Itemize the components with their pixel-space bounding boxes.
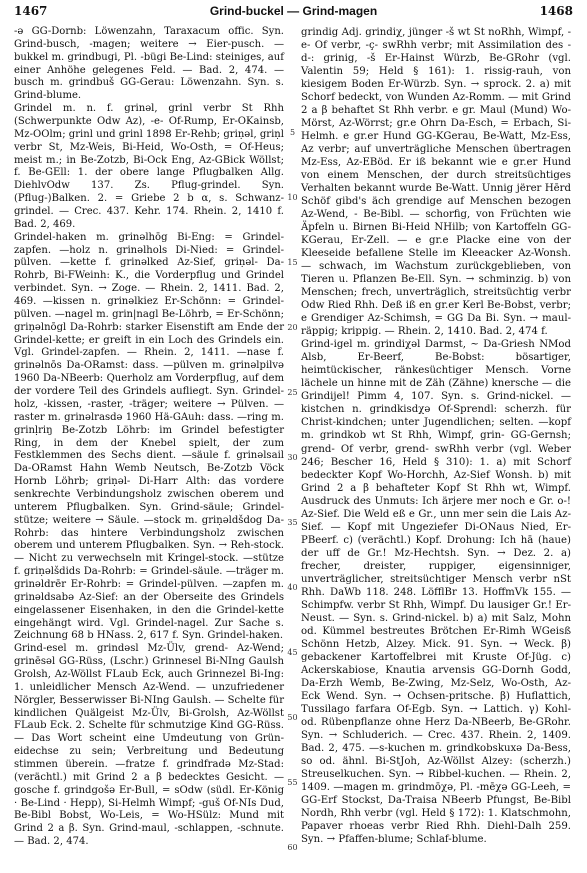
entry-grindel-haken: Grindel-haken m. grinəlhōg Bi-Eng: = Grindel-zapfen. —holz n. grinəlhols Di-Nied: = Grindel-pülven. —kette f. grinəlked Az-Sief, griṇəl- Da-Rohrb, Bi-FWeinh: K., die Vorderpflug und Grindel verbindet. Syn. → Zoge. — Rhein. 2, 1411. Bad. 2, 469. —kissen n. grinəlkiez Er-Schönn: = Grindel-pülven. —nagel m. grin|nagl Be-Löhrb, = Er-Schönn; griṇəlnōgl Da-Rohrb: starker Eisenstift am Ende der Grindel-kette; er greift in ein Loch des Grindels ein. Vgl. Grindel-zapfen. — Rhein. 2, 1411. —nase f. grinəlnōs Da-ORamst: dass. —pülven m. grinəlpilvə 1960 Da-NBeerb: Querholz am Vorderpflug, auf dem der vordere Teil des Grindels aufliegt. Syn. Grindel-holz, -kissen, -raster, -träger; weitere → Pülven. —raster m. grinəlrasdə 1960 Hä-GAuh: dass. —ring m. grinḷriŋ Be-Zotzb Löhrb: im Grindel befestigter Ring, in dem der Knebel spielt, der zum Festklemmen des Sechs dient. —säule f. grinəlsail Da-ORamst Hahn Wemb Neutsch, Be-Zotzb Vöck Hornb Löhrb; griṇəl- Di-Harr Alth: das vordere senkrechte Verbindungsholz zwischen oberem und unterem Pflugbalken. Syn. Grind-säule; Grindel-stütze; weitere → Säule. —stock m. griṇəldšdog Da-Rohrb: das hintere Verbindungsholz zwischen oberem und unterem Pflugbalken. Syn. → Reh-stock. — Nicht zu verwechseln mit Kringel-stock. —stütze f. griṇəlšdids Da-Rohrb: = Grindel-säule. —träger m. grinəldrēr Er-Rohrb: = Grindel-pülven. —zapfen m. grinəldsabə Az-Sief: an der Oberseite des Grindels eingelassener Eisenhaken, in den die Grindel-kette eingehängt wird. Vgl. Grindel-nagel. Zur Sache s. Zeichnung 68 b HNass. 2, 617 f. Syn. Grindel-haken. [14, 231, 284, 642]
entry-grind-igel: Grind-igel m. grindiχəl Darmst, ~ Da-Griesh NMod Alsb, Er-Beerf, Be-Bobst: bösartiger, heimtückischer, ränkesüchtiger Mensch. Vorne lächele un hinne mit de Zäh (Zähne) knersche — die Grindijel! Pimm 4, 107. Syn. s. Grind-nickel. —kistchen n. grindkisdχə Of-Sprendl: scherzh. für Christ-kindchen; unter Jugendlichen; selten. —kopf m. grindkob wt St Rhh, Wimpf, grin- GG-Gernsh; grend- Of verbr, grend- swRhh verbr (vgl. Weber 246; Bescher 16, Held § 310): 1. a) mit Schorf bedeckter Kopf Wo-Horchh, Az-Sief Wonsh. b) mit Grind 2 a β behafteter Kopf St Rhh wt, Wimpf. Ausdruck des Unmuts: Ich ärjere mer noch e Gr. o-! Az-Sief. Die Weld eß e Gr., unn mer sein die Lais Az-Sief. — Kopf mit Ungeziefer Di-ONaus Nied, Er-PBeerf. c) (verächtl.) Kopf. Drohung: Ich hā (haue) der uff de Gr.! Mz-Hechtsh. Syn. → Dez. 2. a) frecher, dreister, ruppiger, eigensinniger, unverträglicher, streitsüchtiger Mensch verbr nSt Rhh. DaWb 118. 248. LöfflBr 13. HoffmVk 155. — Schimpfw. verbr St Rhh, Wimpf. Du lausiger Gr.! Er-Neust. — Syn. s. Grind-nickel. b) a) mit Salz, Mohn od. Kümmel bestreutes Brötchen Er-Rimh WGeisß Schönn Hetzb, Alzey. Mick. 91. Syn. → Weck. β) gebackener Kartoffelbrei mit Kruste Of-Jüg. c) Ackerskabiose, Knautia arvensis GG-Dornh Godd, Da-Erzh Wemb, Be-Zwing, Mz-Selz, Wo-Osth, Az-Eck Wend. Syn. → Ochsen-pritsche. β) Huflattich, Tussilago farfara Of-Egb. Syn. → Lattich. γ) Kohl- od. Rübenpflanze ohne Herz Da-NBeerb, Be-GRohr. Syn. → Schluderich. — Crec. 437. Rhein. 2, 1409. Bad. 2, 475. —s-kuchen m. grindkobskuxə Da-Bess, so od. ähnl. Bi-StJoh, Az-Wöllst Alzey: (scherzh.) Streuselkuchen. Syn. → Ribbel-kuchen. — Rhein. 2, 1409. —magen m. grindmōχə, Pl. -mēχə GG-Leeh, = GG-Erf Stockst, Da-Traisa NBeerb Pfungst, Be-Bibl Nordh, Rhh verbr (vgl. Held § 172): 1. Klatschmohn, Papaver rhoeas verbr Ried Rhh. Diehl-Dalh 259. Syn. → Pfaffen-blume; Schlaf-blume. [301, 339, 571, 845]
left-column [14, 26, 284, 869]
page-header [14, 4, 573, 26]
right-column [301, 26, 571, 869]
line-number: 30 [287, 453, 298, 462]
line-number: 20 [287, 323, 298, 332]
line-number: 25 [287, 388, 298, 397]
line-number: 45 [287, 648, 298, 657]
entry-grindig: grindig Adj. grindiχ, jünger -š wt St noRhh, Wimpf, -e- Of verbr, -ç- swRhh verbr; mit Assimilation des -d-: grinig, -š Er-Hainst Würzb, Be-GRohr (vgl. Valentin 59; Held § 161): 1. rissig-rauh, von kiesigem Boden Er-Würzb. Syn. → sprock. 2. a) mit Schorf bedeckt, von Wunden Az-Romm. — mit Grind 2 a β behaftet St Rhh verbr. e gr. Maul (Mund) Wo-Mörst, Az-Wörrst; gr.e Ohrn Da-Esch, = Erbach, Si-Helmh. e gr.er Hund GG-KGerau, Be-Watt, Mz-Ess, Az verbr; auf unverträgliche Menschen übertragen Mz-Ess, Az-EBöd. Er iß bekannt wie e gr.er Hund von einem Menschen, der durch streitsüchtiges Verhalten bekannt wurde Be-Watt. Unnig jërer Hērd Schöf gibd's äch grendige auf Menschen bezogen Az-Wend, - Be-Bibl. — schorfig, von Früchten wie Äpfeln u. Birnen Bi-Heid NHilb; von Kartoffeln GG-KGerau, Er-Zell. — e gr.e Placke eine von der Kleeseide befallene Stelle im Kleeacker Az-Wonsh. — schwach, im Wachstum zurückgeblieben, von Tieren u. Pflanzen Be-Ell. Syn. → schminzig. b) von Menschen; frech, unverträglich, streitsüchtig verbr Odw Ried Rhh. Deß iß en gr.er Kerl Be-Bobst, verbr; e Grendiger Az-Schimsh, = GG Da Bi. Syn. → maul-räppig; krippig. — Rhein. 2, 1410. Bad. 2, 474 f. [301, 27, 571, 338]
line-number-gutter [284, 26, 301, 869]
line-number: 5 [289, 128, 296, 137]
line-number: 50 [287, 713, 298, 722]
two-column-body [14, 26, 573, 869]
line-number: 55 [287, 778, 298, 787]
entry-grindel: Grindel m. n. f. grinəl, grinl verbr St Rhh (Schwerpunkte Odw Az), -e- Of-Rump, Er-OKainsb, Mz-OOlm; grinl und grinl 1898 Er-Rehb; griṇəl, griṇl verbr St, Mz-Weis, Bi-Heid, Wo-Osth, = Of-Heus; meist m.; in Be-Zotzb, Bi-Ock Eng, Az-GBick Wöllst; f. Be-GEll: 1. der obere lange Pflugbalken Allg. DiehlvOdw 137. Zs. Pflug-grindel. Syn. (Pflug-)Balken. 2. = Griebe 2 b α, s. Schwanz-grindel. — Crec. 437. Kehr. 174. Rhein. 2, 1410 f. Bad. 2, 469. [14, 103, 284, 230]
line-number: 40 [287, 583, 298, 592]
line-number: 35 [287, 518, 298, 527]
line-number: 15 [287, 258, 298, 267]
line-number: 60 [287, 843, 298, 852]
entry-grind-esel: Grind-esel m. grindəsl Mz-Ülv, grend- Az-Wend; grinēsəl GG-Rüss, (Lschr.) Grinnesel Bi-NIng Gaulsh Grolsh, Az-Wöllst FLaub Eck, auch Grinnezel Bi-Ing: 1. unleidlicher Mensch Az-Wend. — unzufriedener Nörgler, Besserwisser Bi-NIng Gaulsh. — Schelte für kindlichen Quälgeist Mz-Ülv, Bi-Grolsh, Az-Wöllst FLaub Eck. 2. Schelte für schmutzige Kind GG-Rüss. — Das Wort scheint eine Umdeutung von Grün-eidechse zu sein; Verbreitung und Bedeutung stimmen überein. —fratze f. grindfradə Mz-Stad: (verächtl.) mit Grind 2 a β bedecktes Gesicht. —gosche f. grindgošə Er-Bull, = sOdw (südl. Er-König · Be-Lind · Hepp), Si-Helmh Wimpf; -guš Of-NIs Dud, Be-Bibl Bobst, Wo-Leis, = Wo-HSülz: Mund mit Grind 2 a β. Syn. Grind-maul, -schlappen, -schnute. — Bad. 2, 474. [14, 643, 284, 848]
right-page-number: 1468 [539, 4, 573, 18]
line-number: 10 [287, 193, 298, 202]
left-page-number: 1467 [14, 4, 48, 18]
running-title: Grind-buckel — Grind-magen [209, 4, 378, 18]
entry-grind-buckel: -ə GG-Dornb: Löwenzahn, Taraxacum offic. Syn. Grind-busch, -magen; weitere → Eier-pusch. —bukkel m. grindbugi, Pl. -bügi Be-Lind: steiniges, auf einer Anhöhe gelegenes Feld. — Bad. 2, 474. —busch m. grindbuš GG-Gerau: Löwenzahn. Syn. s. Grind-blume. [14, 26, 284, 102]
